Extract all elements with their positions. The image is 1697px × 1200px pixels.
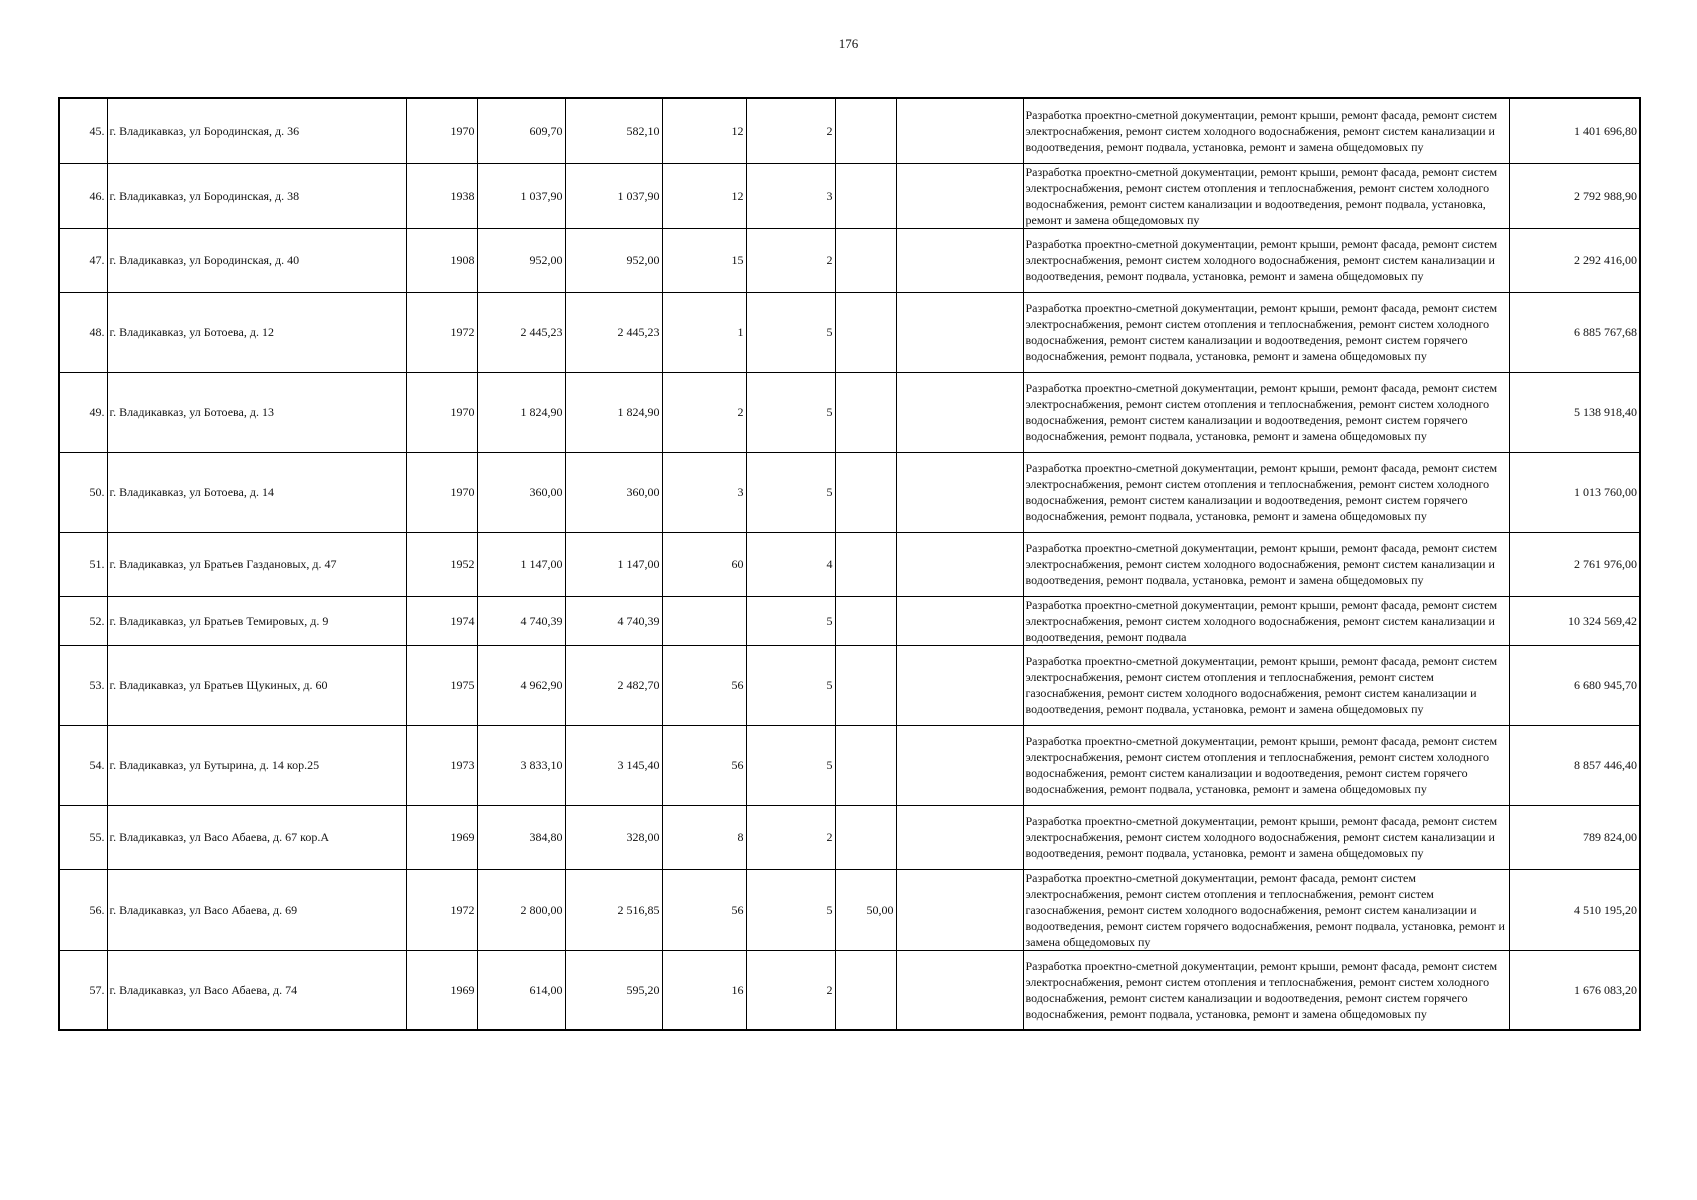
cell-cost: 10 324 569,42: [1509, 596, 1640, 645]
cell-col-c: [896, 725, 1023, 805]
cell-col-a: 12: [662, 98, 746, 163]
cell-floors: 5: [746, 596, 835, 645]
page-number: 176: [838, 36, 859, 51]
cell-area-total: 4 962,90: [477, 645, 565, 725]
cell-cost: 1 401 696,80: [1509, 98, 1640, 163]
cell-area-total: 614,00: [477, 950, 565, 1030]
cell-col-a: 1: [662, 292, 746, 372]
cell-address: г. Владикавказ, ул Васо Абаева, д. 74: [107, 950, 406, 1030]
cell-number: 46.: [59, 163, 107, 228]
cell-col-b: [835, 452, 896, 532]
cell-number: 47.: [59, 228, 107, 292]
cell-floors: 3: [746, 163, 835, 228]
cell-area-total: 952,00: [477, 228, 565, 292]
cell-floors: 5: [746, 645, 835, 725]
cell-address: г. Владикавказ, ул Бутырина, д. 14 кор.25: [107, 725, 406, 805]
cell-year: 1952: [406, 532, 477, 596]
cell-col-a: [662, 596, 746, 645]
table-row: [59, 950, 1640, 1030]
cell-works: Разработка проектно-сметной документации, ремонт крыши, ремонт фасада, ремонт систем электроснабжения, ремонт систем холодного водоснабжения, ремонт систем канализации и водоотведения, ремонт подвала, установка, ремонт и замена общедомовых пу: [1023, 805, 1509, 869]
table-row: [59, 228, 1640, 292]
cell-works: Разработка проектно-сметной документации, ремонт крыши, ремонт фасада, ремонт систем электроснабжения, ремонт систем холодного водоснабжения, ремонт систем канализации и водоотведения, ремонт подвала, установка, ремонт и замена общедомовых пу: [1023, 532, 1509, 596]
table-row: [59, 805, 1640, 869]
cell-floors: 2: [746, 228, 835, 292]
cell-year: 1969: [406, 805, 477, 869]
table-row: [59, 532, 1640, 596]
cell-area-total: 4 740,39: [477, 596, 565, 645]
table-row: [59, 869, 1640, 950]
cell-col-c: [896, 163, 1023, 228]
cell-cost: 6 885 767,68: [1509, 292, 1640, 372]
cell-col-b: [835, 228, 896, 292]
cell-area-living: 2 482,70: [565, 645, 662, 725]
cell-year: 1974: [406, 596, 477, 645]
cell-works: Разработка проектно-сметной документации, ремонт крыши, ремонт фасада, ремонт систем электроснабжения, ремонт систем отопления и теплоснабжения, ремонт систем холодного водоснабжения, ремонт систем канализации и водоотведения, ремонт подвала, установка, ремонт и замена общедомовых пу: [1023, 163, 1509, 228]
cell-col-b: [835, 596, 896, 645]
cell-col-c: [896, 950, 1023, 1030]
cell-area-living: 1 147,00: [565, 532, 662, 596]
cell-floors: 5: [746, 372, 835, 452]
cell-area-total: 384,80: [477, 805, 565, 869]
cell-area-total: 1 824,90: [477, 372, 565, 452]
cell-area-living: 3 145,40: [565, 725, 662, 805]
table-row: [59, 163, 1640, 228]
cell-year: 1972: [406, 869, 477, 950]
table-row: [59, 98, 1640, 163]
cell-number: 56.: [59, 869, 107, 950]
cell-col-a: 3: [662, 452, 746, 532]
cell-number: 45.: [59, 98, 107, 163]
table-body: [59, 98, 1640, 1030]
cell-area-living: 595,20: [565, 950, 662, 1030]
cell-works: Разработка проектно-сметной документации, ремонт крыши, ремонт фасада, ремонт систем электроснабжения, ремонт систем холодного водоснабжения, ремонт систем канализации и водоотведения, ремонт подвала: [1023, 596, 1509, 645]
cell-number: 57.: [59, 950, 107, 1030]
cell-col-a: 56: [662, 645, 746, 725]
cell-col-b: [835, 725, 896, 805]
cell-address: г. Владикавказ, ул Братьев Газдановых, д. 47: [107, 532, 406, 596]
cell-works: Разработка проектно-сметной документации, ремонт крыши, ремонт фасада, ремонт систем электроснабжения, ремонт систем отопления и теплоснабжения, ремонт систем холодного водоснабжения, ремонт систем канализации и водоотведения, ремонт систем горячего водоснабжения, ремонт подвала, установка, ремонт и замена общедомовых пу: [1023, 452, 1509, 532]
cell-cost: 6 680 945,70: [1509, 645, 1640, 725]
cell-address: г. Владикавказ, ул Васо Абаева, д. 69: [107, 869, 406, 950]
table-row: [59, 645, 1640, 725]
cell-cost: 4 510 195,20: [1509, 869, 1640, 950]
cell-col-b: [835, 292, 896, 372]
cell-col-a: 8: [662, 805, 746, 869]
cell-address: г. Владикавказ, ул Братьев Щукиных, д. 60: [107, 645, 406, 725]
cell-area-total: 1 147,00: [477, 532, 565, 596]
cell-col-c: [896, 98, 1023, 163]
cell-col-b: [835, 372, 896, 452]
cell-col-a: 60: [662, 532, 746, 596]
cell-col-a: 56: [662, 869, 746, 950]
cell-col-a: 2: [662, 372, 746, 452]
cell-floors: 5: [746, 869, 835, 950]
cell-col-a: 15: [662, 228, 746, 292]
cell-works: Разработка проектно-сметной документации, ремонт крыши, ремонт фасада, ремонт систем электроснабжения, ремонт систем отопления и теплоснабжения, ремонт систем холодного водоснабжения, ремонт систем канализации и водоотведения, ремонт систем горячего водоснабжения, ремонт подвала, установка, ремонт и замена общедомовых пу: [1023, 725, 1509, 805]
cell-area-living: 1 037,90: [565, 163, 662, 228]
cell-year: 1975: [406, 645, 477, 725]
cell-cost: 5 138 918,40: [1509, 372, 1640, 452]
cell-col-a: 16: [662, 950, 746, 1030]
cell-area-living: 360,00: [565, 452, 662, 532]
cell-number: 48.: [59, 292, 107, 372]
cell-area-living: 952,00: [565, 228, 662, 292]
cell-floors: 4: [746, 532, 835, 596]
cell-address: г. Владикавказ, ул Бородинская, д. 40: [107, 228, 406, 292]
cell-cost: 1 013 760,00: [1509, 452, 1640, 532]
cell-address: г. Владикавказ, ул Бородинская, д. 38: [107, 163, 406, 228]
cell-year: 1970: [406, 372, 477, 452]
housing-repair-table: [58, 97, 1641, 1031]
cell-cost: 789 824,00: [1509, 805, 1640, 869]
cell-year: 1972: [406, 292, 477, 372]
cell-col-c: [896, 452, 1023, 532]
cell-area-total: 360,00: [477, 452, 565, 532]
cell-col-b: [835, 98, 896, 163]
table-row: [59, 372, 1640, 452]
table-row: [59, 596, 1640, 645]
cell-works: Разработка проектно-сметной документации, ремонт крыши, ремонт фасада, ремонт систем электроснабжения, ремонт систем отопления и теплоснабжения, ремонт систем газоснабжения, ремонт систем холодного водоснабжения, ремонт систем канализации и водоотведения, ремонт подвала, установка, ремонт и замена общедомовых пу: [1023, 645, 1509, 725]
cell-col-c: [896, 532, 1023, 596]
cell-col-b: [835, 532, 896, 596]
cell-number: 55.: [59, 805, 107, 869]
cell-address: г. Владикавказ, ул Ботоева, д. 13: [107, 372, 406, 452]
cell-year: 1973: [406, 725, 477, 805]
cell-col-b: [835, 805, 896, 869]
cell-floors: 5: [746, 292, 835, 372]
cell-address: г. Владикавказ, ул Ботоева, д. 12: [107, 292, 406, 372]
cell-cost: 2 761 976,00: [1509, 532, 1640, 596]
cell-col-b: 50,00: [835, 869, 896, 950]
table-row: [59, 292, 1640, 372]
cell-address: г. Владикавказ, ул Братьев Темировых, д. 9: [107, 596, 406, 645]
cell-floors: 2: [746, 805, 835, 869]
cell-number: 54.: [59, 725, 107, 805]
cell-works: Разработка проектно-сметной документации, ремонт крыши, ремонт фасада, ремонт систем электроснабжения, ремонт систем холодного водоснабжения, ремонт систем канализации и водоотведения, ремонт подвала, установка, ремонт и замена общедомовых пу: [1023, 228, 1509, 292]
cell-col-a: 12: [662, 163, 746, 228]
cell-col-b: [835, 950, 896, 1030]
cell-col-c: [896, 805, 1023, 869]
cell-works: Разработка проектно-сметной документации, ремонт крыши, ремонт фасада, ремонт систем электроснабжения, ремонт систем отопления и теплоснабжения, ремонт систем холодного водоснабжения, ремонт систем канализации и водоотведения, ремонт систем горячего водоснабжения, ремонт подвала, установка, ремонт и замена общедомовых пу: [1023, 950, 1509, 1030]
cell-col-c: [896, 869, 1023, 950]
cell-cost: 2 292 416,00: [1509, 228, 1640, 292]
cell-area-living: 582,10: [565, 98, 662, 163]
cell-floors: 2: [746, 950, 835, 1030]
cell-area-living: 2 445,23: [565, 292, 662, 372]
cell-area-total: 1 037,90: [477, 163, 565, 228]
table-row: [59, 452, 1640, 532]
cell-year: 1938: [406, 163, 477, 228]
cell-works: Разработка проектно-сметной документации, ремонт крыши, ремонт фасада, ремонт систем электроснабжения, ремонт систем отопления и теплоснабжения, ремонт систем холодного водоснабжения, ремонт систем канализации и водоотведения, ремонт систем горячего водоснабжения, ремонт подвала, установка, ремонт и замена общедомовых пу: [1023, 292, 1509, 372]
cell-floors: 5: [746, 725, 835, 805]
cell-number: 52.: [59, 596, 107, 645]
cell-cost: 8 857 446,40: [1509, 725, 1640, 805]
cell-number: 50.: [59, 452, 107, 532]
cell-year: 1970: [406, 452, 477, 532]
cell-col-b: [835, 163, 896, 228]
cell-works: Разработка проектно-сметной документации, ремонт крыши, ремонт фасада, ремонт систем электроснабжения, ремонт систем отопления и теплоснабжения, ремонт систем холодного водоснабжения, ремонт систем канализации и водоотведения, ремонт систем горячего водоснабжения, ремонт подвала, установка, ремонт и замена общедомовых пу: [1023, 372, 1509, 452]
cell-works: Разработка проектно-сметной документации, ремонт крыши, ремонт фасада, ремонт систем электроснабжения, ремонт систем холодного водоснабжения, ремонт систем канализации и водоотведения, ремонт подвала, установка, ремонт и замена общедомовых пу: [1023, 98, 1509, 163]
cell-area-total: 2 800,00: [477, 869, 565, 950]
cell-address: г. Владикавказ, ул Васо Абаева, д. 67 кор.А: [107, 805, 406, 869]
cell-col-c: [896, 372, 1023, 452]
cell-year: 1908: [406, 228, 477, 292]
cell-number: 49.: [59, 372, 107, 452]
cell-year: 1969: [406, 950, 477, 1030]
table-row: [59, 725, 1640, 805]
cell-col-c: [896, 596, 1023, 645]
cell-number: 53.: [59, 645, 107, 725]
cell-cost: 1 676 083,20: [1509, 950, 1640, 1030]
cell-area-living: 1 824,90: [565, 372, 662, 452]
cell-address: г. Владикавказ, ул Ботоева, д. 14: [107, 452, 406, 532]
cell-address: г. Владикавказ, ул Бородинская, д. 36: [107, 98, 406, 163]
cell-col-c: [896, 292, 1023, 372]
cell-number: 51.: [59, 532, 107, 596]
cell-floors: 5: [746, 452, 835, 532]
cell-col-a: 56: [662, 725, 746, 805]
cell-floors: 2: [746, 98, 835, 163]
cell-area-living: 4 740,39: [565, 596, 662, 645]
cell-col-c: [896, 645, 1023, 725]
cell-area-total: 609,70: [477, 98, 565, 163]
cell-area-living: 328,00: [565, 805, 662, 869]
cell-cost: 2 792 988,90: [1509, 163, 1640, 228]
cell-works: Разработка проектно-сметной документации, ремонт фасада, ремонт систем электроснабжения, ремонт систем отопления и теплоснабжения, ремонт систем газоснабжения, ремонт систем холодного водоснабжения, ремонт систем канализации и водоотведения, ремонт систем горячего водоснабжения, ремонт подвала, установка, ремонт и замена общедомовых пу: [1023, 869, 1509, 950]
cell-year: 1970: [406, 98, 477, 163]
cell-area-total: 2 445,23: [477, 292, 565, 372]
cell-col-c: [896, 228, 1023, 292]
cell-area-living: 2 516,85: [565, 869, 662, 950]
cell-col-b: [835, 645, 896, 725]
cell-area-total: 3 833,10: [477, 725, 565, 805]
